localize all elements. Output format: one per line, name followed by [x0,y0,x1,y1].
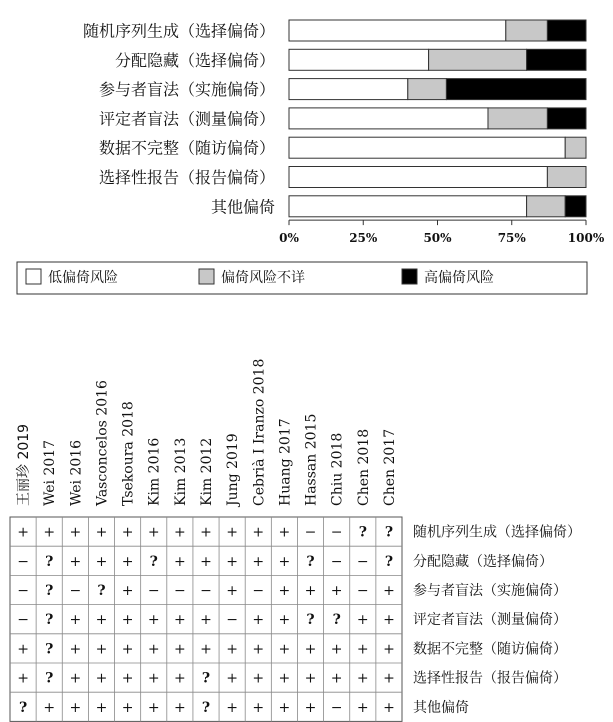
x-tick-label: 50% [423,231,452,246]
judgement-cell: + [304,583,317,599]
judgement-cell: + [69,612,82,629]
judgement-cell: + [383,699,395,716]
judgement-cell: + [278,612,291,629]
judgement-cell: − [304,524,317,541]
judgement-cell: + [69,670,82,687]
summary-domain-label: 评定者盲法（测量偏倚） [413,612,567,629]
judgement-cell: ? [97,583,106,599]
judgement-cell: + [252,524,265,541]
judgement-cell: + [173,699,186,716]
legend-label: 偏倚风险不详 [221,270,305,286]
judgement-cell: + [121,612,134,629]
judgement-cell: − [17,612,29,629]
judgement-cell: + [226,699,239,716]
x-tick-label: 0% [279,231,299,246]
judgement-cell: + [121,583,134,599]
judgement-cell: + [330,670,343,687]
judgement-cell: + [173,524,186,541]
judgement-cell: ? [384,524,394,541]
judgement-cell: + [278,553,291,570]
judgement-cell: ? [45,583,54,599]
judgement-cell: ? [18,699,28,716]
judgement-cell: + [173,612,186,629]
judgement-cell: + [147,670,160,687]
judgement-cell: + [356,670,369,687]
judgement-cell: + [200,612,212,629]
study-label: Kim 2013 [172,437,189,506]
judgement-cell: + [252,553,265,570]
study-label: Huang 2017 [277,418,294,506]
judgement-cell: + [278,670,291,687]
legend-label: 高偏倚风险 [424,270,494,286]
judgement-cell: + [121,553,134,570]
judgement-cell: ? [358,524,367,541]
judgement-cell: + [200,641,212,658]
study-label: Chen 2017 [381,428,398,506]
judgement-cell: + [95,699,108,716]
x-tick-label: 25% [349,231,378,246]
judgement-cell: − [173,583,186,599]
judgement-cell: + [173,670,186,687]
study-headers [16,359,398,508]
judgement-cell: + [95,641,108,658]
judgement-cell: + [226,670,239,687]
judgement-cell: − [356,583,369,599]
summary-domain-label: 选择性报告（报告偏倚） [413,670,567,687]
judgement-cell: + [173,641,186,658]
judgement-cell: ? [149,553,158,570]
judgement-cell: + [95,524,108,541]
judgement-cell: ? [332,612,341,629]
domain-label: 选择性报告（报告偏倚） [98,168,275,187]
judgement-cell: + [95,612,108,629]
judgement-cell: + [226,553,239,570]
judgement-cell: + [383,670,395,687]
judgement-cell: − [17,553,29,570]
judgement-cell: + [121,699,134,716]
x-tick-label: 75% [497,231,526,246]
study-label: Wei 2017 [42,439,59,506]
judgement-cell: + [200,553,212,570]
study-label: Kim 2012 [199,437,215,506]
summary-domain-label: 参与者盲法（实施偏倚） [413,583,567,599]
summary-domain-label: 分配隐藏（选择偏倚） [413,553,553,570]
judgement-cell: + [330,583,343,599]
judgement-cell: − [330,553,343,570]
judgement-cells [17,525,395,716]
judgement-cell: − [356,553,369,570]
judgement-cell: + [252,612,265,629]
judgement-cell: + [17,641,29,658]
judgement-cell: − [330,524,343,541]
judgement-cell: + [147,699,160,716]
judgement-cell: + [304,641,317,658]
study-label: Chen 2018 [355,428,372,506]
study-label: Wei 2016 [68,439,85,506]
judgement-cell: ? [45,641,54,658]
judgement-cell: ? [306,612,315,629]
judgement-cell: + [173,553,186,570]
judgement-cell: + [278,583,291,599]
judgement-cell: + [17,524,29,541]
judgement-cell: + [383,583,395,599]
summary-domain-label: 随机序列生成（选择偏倚） [413,524,581,541]
summary-domain-label: 其他偏倚 [413,699,469,716]
judgement-cell: + [69,524,82,541]
judgement-cell: − [330,699,343,716]
judgement-cell: + [252,641,265,658]
judgement-cell: − [147,583,160,599]
judgement-cell: + [304,699,317,716]
judgement-cell: − [252,583,265,599]
judgement-cell: + [43,524,56,541]
judgement-cell: + [278,641,291,658]
judgement-cell: + [304,670,317,687]
judgement-cell: + [356,612,369,629]
judgement-cell: + [252,670,265,687]
legend-label: 低偏倚风险 [48,270,118,286]
study-label: Tsekoura 2018 [120,401,137,506]
study-label: Chiu 2018 [329,432,346,506]
judgement-cell: − [200,583,212,599]
study-label: 王丽珍 2019 [16,423,33,506]
judgement-cell: + [252,699,265,716]
summary-domain-labels [413,524,581,716]
domain-label: 分配隐藏（选择偏倚） [114,50,275,70]
judgement-cell: + [121,524,134,541]
judgement-cell: + [147,641,160,658]
study-label: Hassan 2015 [303,413,320,506]
judgement-cell: + [121,670,134,687]
judgement-cell: + [95,670,108,687]
judgement-cell: + [330,641,343,658]
judgement-cell: + [43,699,56,716]
judgement-cell: + [356,641,369,658]
x-tick-label: 100% [567,231,605,246]
judgement-cell: + [200,524,212,541]
judgement-cell: − [69,583,82,599]
domain-label: 参与者盲法（实施偏倚） [98,80,275,100]
judgement-cell: ? [45,553,54,570]
judgement-cell: − [17,583,29,599]
judgement-cell: + [383,612,395,629]
judgement-cell: + [226,583,239,599]
domain-label: 其他偏倚 [210,197,275,217]
study-label: Jung 2019 [225,433,242,506]
judgement-cell: + [121,641,134,658]
judgement-cell: + [17,670,29,687]
judgement-cell: + [95,553,108,570]
study-label: Vasconcelos 2016 [94,380,111,506]
domain-label: 评定者盲法（测量偏倚） [98,109,275,129]
study-label: Kim 2016 [146,437,163,506]
judgement-cell: + [226,524,239,541]
judgement-cell: + [383,641,395,658]
judgement-cell: + [69,699,82,716]
study-label: Cebrià I Iranzo 2018 [251,358,268,506]
judgement-cell: ? [384,553,394,570]
judgement-cell: + [356,699,369,716]
judgement-cell: ? [201,699,211,716]
judgement-cell: ? [201,670,211,687]
judgement-cell: + [69,641,82,658]
judgement-cell: + [226,641,239,658]
judgement-cell: + [278,699,291,716]
domain-label: 随机序列生成（选择偏倚） [82,21,275,41]
judgement-cell: ? [45,612,54,629]
judgement-cell: + [147,612,160,629]
judgement-cell: + [147,524,160,541]
judgement-cell: ? [45,670,54,687]
summary-domain-label: 数据不完整（随访偏倚） [413,641,567,658]
judgement-cell: + [278,524,291,541]
judgement-cell: − [226,612,239,629]
domain-label: 数据不完整（随访偏倚） [98,138,275,158]
judgement-cell: + [69,553,82,570]
judgement-cell: ? [306,553,315,570]
